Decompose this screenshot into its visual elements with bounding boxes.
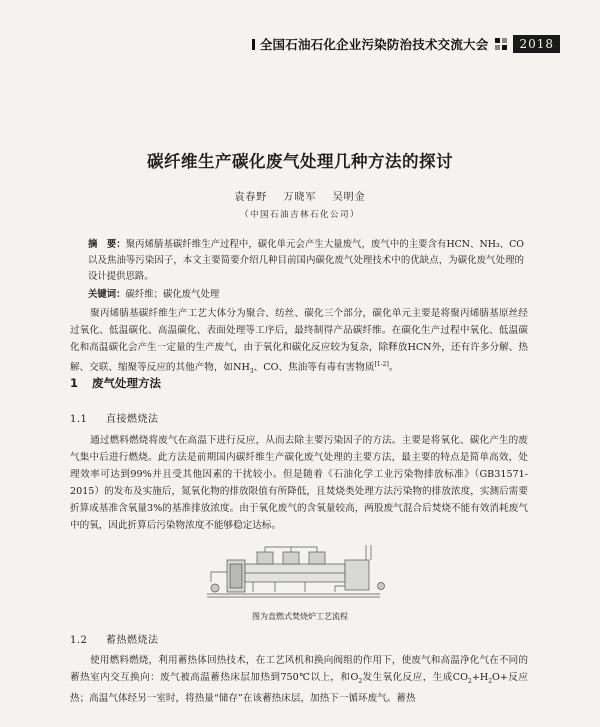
section-heading (70, 375, 161, 391)
paragraph-text: CO (452, 672, 468, 683)
paragraph-text: +H (471, 672, 489, 683)
author-list (0, 188, 600, 203)
intro-subscript: 3 (249, 368, 254, 376)
direct-combustion-paragraph (70, 432, 528, 534)
keywords (88, 287, 524, 303)
paper-title: 碳纤维生产碳化废气处理几种方法的探讨 (147, 152, 453, 171)
intro-paragraph (70, 305, 528, 380)
subscript: 2 (467, 677, 472, 685)
subsection-number: 1.2 (70, 635, 88, 646)
paragraph-text: 使用燃料燃烧，利用蓄热体回热技术，在工艺风机和换向阀组的作用下，使废气和高温净化气 (90, 655, 490, 666)
author: 吴明金 (332, 192, 366, 203)
intro-text: 聚丙烯腈基碳纤维生产工艺大体分为聚合、纺丝、碳化三个部分，碳化单元主要是将聚丙烯腈基原丝经过氧化、低温碳化、高温碳化、表面处理等工序后，最终制得产品碳纤维。在碳化生产过程中氧化、低温碳化和高温碳化会产生一定量的生产废气，由于氧化和碳化反应较为复杂，除释放HCN外，还有许多分解、热解、交联、缩聚等反应的其他产物，如NH (70, 308, 528, 374)
subsection-heading (70, 631, 159, 646)
abstract-label: 摘 要： (88, 239, 126, 250)
keywords-label: 关键词： (88, 289, 126, 300)
author: 袁春野 (234, 192, 268, 203)
abstract (88, 237, 524, 285)
figure-caption: 图为直燃式焚烧炉工艺流程 (252, 612, 348, 621)
paragraph-text: 发生氧化反应，生成 (362, 672, 453, 683)
conference-year: 2018 (513, 35, 560, 53)
subsection-title: 蓄热燃烧法 (106, 635, 159, 646)
intro-text: 。 (388, 362, 399, 374)
regenerative-combustion-paragraph (70, 652, 528, 707)
abstract-text: 聚丙烯腈基碳纤维生产过程中，碳化单元会产生大量废气，废气中的主要含有HCN、NH₃、CO以及焦油等污染因子，本文主要简要介绍几种目前国内碳化废气处理技术中的优缺点，为碳化废气处理的设计提供思路。 (88, 239, 524, 282)
paragraph-text: 在不同的蓄热室内交互换向：废气被高温蓄热床层加热到750℃以上，和O (70, 655, 529, 683)
subscript: 2 (358, 677, 363, 685)
section-number: 1 (70, 376, 79, 390)
subscript: 2 (488, 677, 493, 685)
subsection-title: 直接燃烧法 (106, 414, 159, 425)
paragraph-text: O+反应热；高温气体经另一室时，将热量“储存”在该蓄热床层，加热下一循环废气。蓄热 (70, 672, 528, 704)
affiliation: （中国石油吉林石化公司） (239, 210, 360, 220)
incinerator-process-figure (195, 542, 405, 607)
conference-name: 全国石油石化企业污染防治技术交流大会 (259, 37, 489, 52)
subsection-heading (70, 410, 159, 425)
header-bar-mark (252, 39, 255, 50)
paragraph-text: 通过燃料燃烧将废气在高温下进行反应，从而去除主要污染因子的方法。主要是将氧化、碳化产生的废气集中后进行燃烧。此方法是前期国内碳纤维生产碳化废气处理的主要方法，最主要的特点是简单高效，处理效率可达到99%并且受其他因素的干扰较小。但是随着《石油化学工业污染物排放标准》（GB31571-2015）的发布及实施后，氮氧化物的排放限值有所降低，且焚烧类处理方法污染物的排放浓度，实测后需要折算成基准含氧量3%的基准排放浓度。由于氧化废气的含氧量较高，两股废气混合后焚烧不能有效消耗废气中的氧，因此折算后污染物浓度不能够稳定达标。 (70, 435, 528, 531)
keywords-text: 碳纤维；碳化废气处理 (125, 289, 220, 300)
citation: [1-2] (374, 361, 389, 368)
conference-header (252, 35, 560, 53)
header-squares-icon (495, 38, 507, 50)
author: 万晓军 (283, 192, 317, 203)
subsection-number: 1.1 (70, 414, 88, 425)
intro-text: 、CO、焦油等有毒有害物质 (253, 362, 375, 374)
section-title: 废气处理方法 (92, 376, 161, 390)
